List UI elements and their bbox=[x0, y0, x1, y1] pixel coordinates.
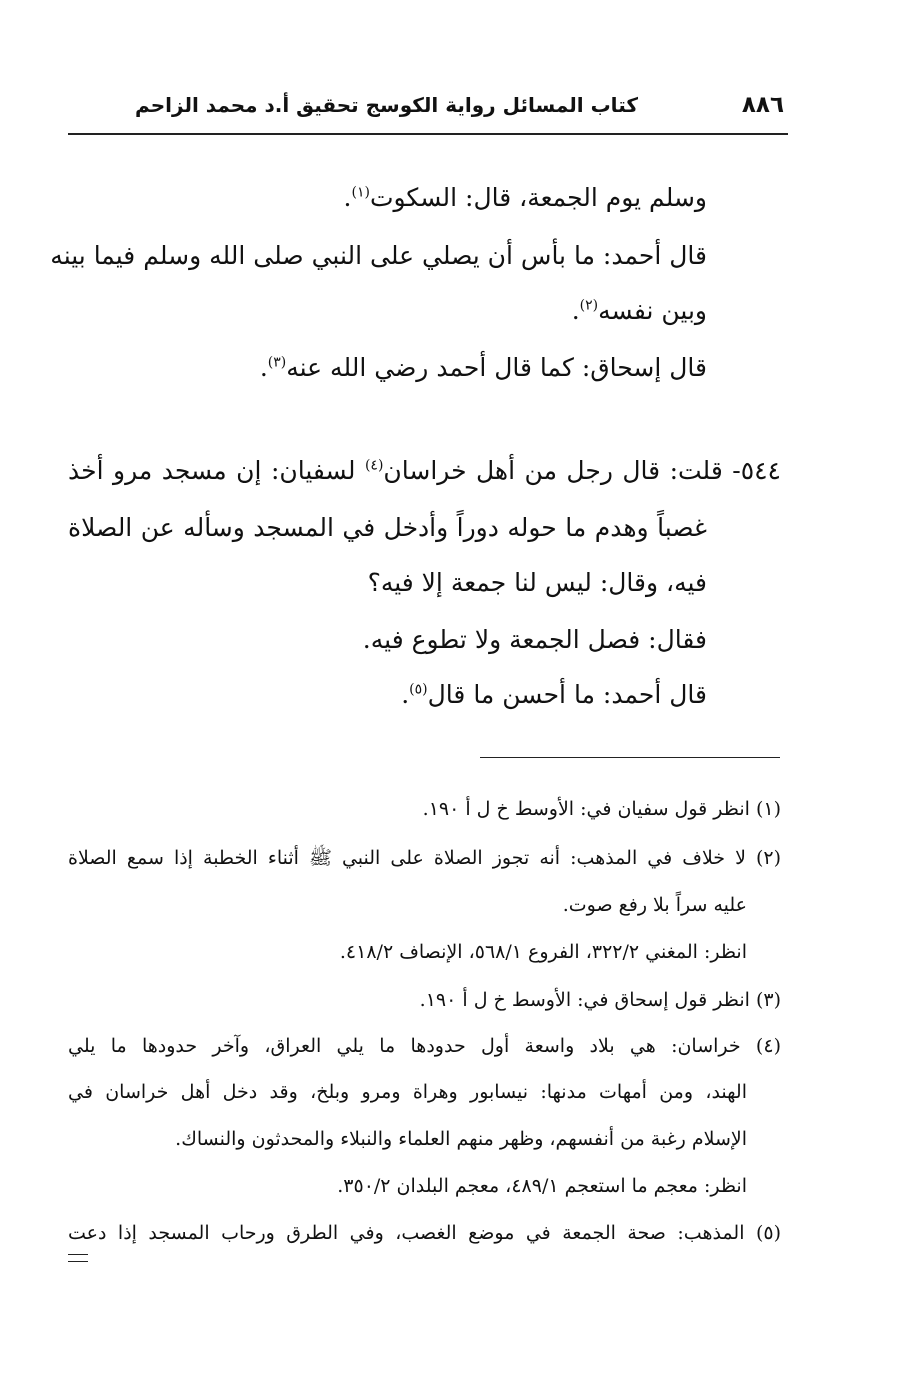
footnote-ref-2: (٢) bbox=[579, 297, 599, 314]
line-text: فيه، وقال: ليس لنا جمعة إلا فيه؟ bbox=[367, 568, 707, 597]
text-line-6 bbox=[68, 510, 707, 546]
footnote-4-line-3: الإسلام رغبة من أنفسهم، وظهر منهم العلماء والنبلاء والمحدثون والنساك. bbox=[175, 1128, 747, 1150]
footnote-ref-4: (٤) bbox=[364, 457, 384, 474]
text-line-3 bbox=[572, 293, 707, 329]
footnote-4-line-4: انظر: معجم ما استعجم ٤٨٩/١، معجم البلدان ٣٥٠/٢. bbox=[337, 1175, 747, 1197]
period: . bbox=[343, 183, 352, 212]
running-title: كتاب المسائل رواية الكوسج تحقيق أ.د محمد الزاحم bbox=[135, 93, 638, 117]
footnote-2-line-3: انظر: المغني ٣٢٢/٢، الفروع ٥٦٨/١، الإنصاف ٤١٨/٢. bbox=[339, 941, 747, 963]
text-line-8 bbox=[363, 622, 707, 658]
footnote-ref-1: (١) bbox=[351, 184, 370, 201]
footnote-ref-3: (٣) bbox=[267, 354, 287, 371]
line-text: ٥٤٤- قلت: قال رجل من أهل خراسان bbox=[383, 456, 781, 485]
text-line-4 bbox=[260, 350, 707, 386]
footnote-3: (٣) انظر قول إسحاق في: الأوسط خ ل أ ١٩٠. bbox=[419, 989, 781, 1011]
line-text: قال إسحاق: كما قال أحمد رضي الله عنه bbox=[286, 353, 707, 382]
header-rule bbox=[68, 133, 788, 135]
period: . bbox=[401, 680, 410, 709]
footnote-4-line-2: الهند، ومن أمهات مدنها: نيسابور وهراة ومرو وبلخ، وقد دخل أهل خراسان في bbox=[68, 1081, 747, 1103]
page-number: ٨٨٦ bbox=[741, 92, 784, 118]
footnote-2-line-2: عليه سراً بلا رفع صوت. bbox=[562, 894, 747, 916]
text-line-7 bbox=[368, 565, 707, 601]
text-line-9 bbox=[401, 677, 707, 713]
period: . bbox=[571, 296, 580, 325]
period: . bbox=[259, 353, 268, 382]
footnote-ref-5: (٥) bbox=[409, 681, 428, 698]
text-line-1 bbox=[344, 180, 707, 216]
footnote-separator bbox=[480, 757, 780, 758]
text-line-2 bbox=[50, 238, 707, 274]
footnote-2-line-1: (٢) لا خلاف في المذهب: أنه تجوز الصلاة على النبي ﷺ أثناء الخطبة إذا سمع الصلاة bbox=[68, 847, 781, 869]
continuation-mark bbox=[68, 1254, 88, 1262]
line-text: فقال: فصل الجمعة ولا تطوع فيه. bbox=[362, 625, 707, 654]
footnote-4-line-1: (٤) خراسان: هي بلاد واسعة أول حدودها ما يلي العراق، وآخر حدودها ما يلي bbox=[68, 1035, 781, 1057]
page-header bbox=[68, 90, 788, 130]
footnote-1: (١) انظر قول سفيان في: الأوسط خ ل أ ١٩٠. bbox=[422, 798, 781, 820]
line-text: وسلم يوم الجمعة، قال: السكوت bbox=[369, 183, 707, 212]
line-text: غصباً وهدم ما حوله دوراً وأدخل في المسجد وسأله عن الصلاة bbox=[68, 513, 707, 542]
footnote-5-line-1: (٥) المذهب: صحة الجمعة في موضع الغصب، وفي الطرق ورحاب المسجد إذا دعت bbox=[68, 1222, 781, 1244]
line-text: قال أحمد: ما أحسن ما قال bbox=[427, 680, 707, 709]
line-text: وبين نفسه bbox=[598, 296, 707, 325]
question-544-line-1 bbox=[68, 453, 781, 489]
line-text: قال أحمد: ما بأس أن يصلي على النبي صلى الله وسلم فيما بينه bbox=[50, 241, 707, 270]
line-text: لسفيان: إن مسجد مرو أخذ bbox=[68, 456, 365, 485]
